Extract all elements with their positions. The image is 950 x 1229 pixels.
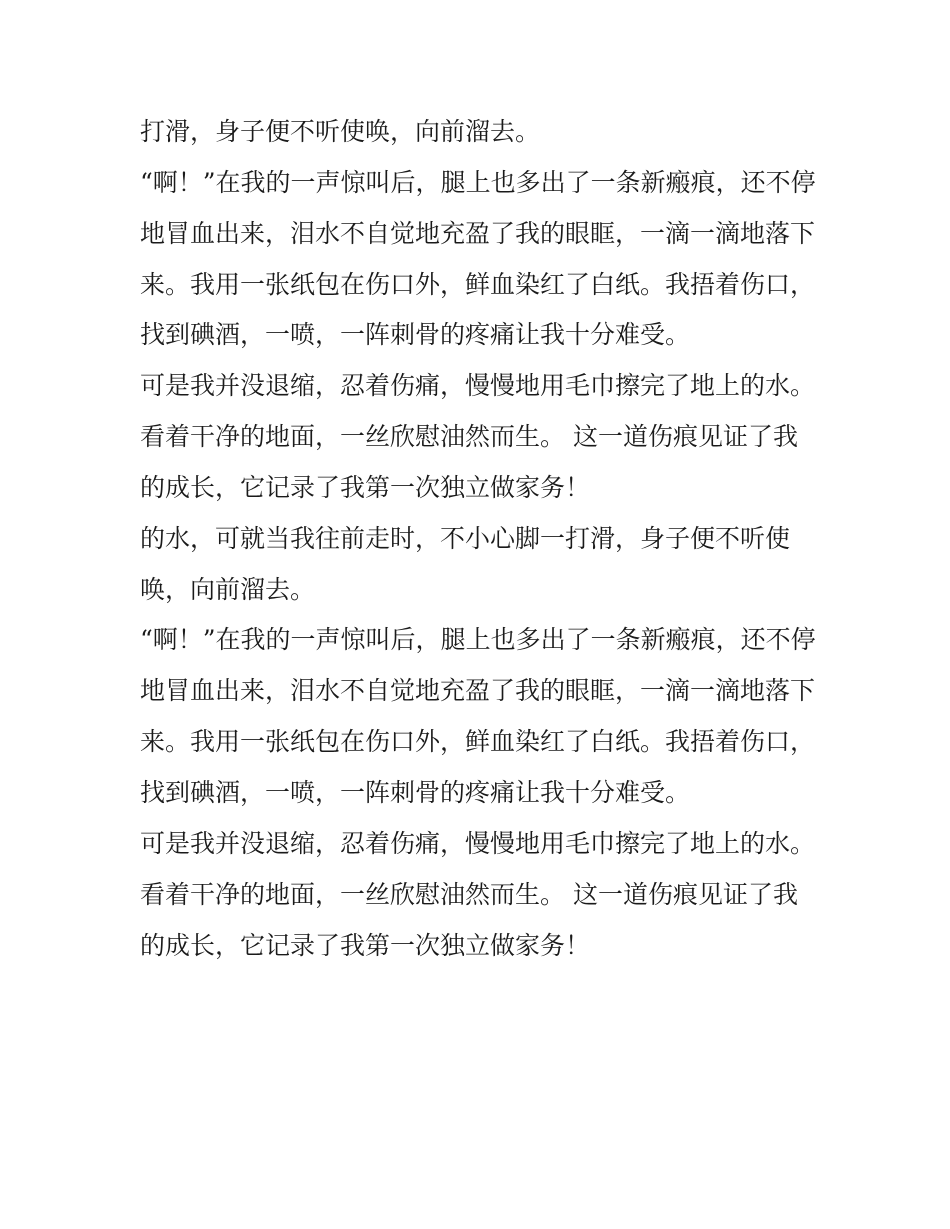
text-line: 的成长，它记录了我第一次独立做家务！ — [140, 472, 591, 502]
text-line: 找到碘酒，一喷，一阵刺骨的疼痛让我十分难受。 — [140, 320, 691, 350]
text-line: 的成长，它记录了我第一次独立做家务！ — [140, 930, 591, 960]
body-text — [140, 107, 820, 971]
text-line: 的水，可就当我往前走时，不小心脚一打滑，身子便不听使 — [140, 523, 791, 553]
text-line: 打滑，身子便不听使唤，向前溜去。 — [140, 117, 541, 146]
text-line: 看着干净的地面，一丝欣慰油然而生。 这一道伤痕见证了我 — [140, 422, 798, 452]
text-line: 地冒血出来，泪水不自觉地充盈了我的眼眶，一滴一滴地落下 — [140, 676, 816, 706]
text-line: 来。我用一张纸包在伤口外，鲜血染红了白纸。我捂着伤口， — [140, 269, 816, 299]
text-line: 可是我并没退缩，忍着伤痛，慢慢地用毛巾擦完了地上的水。 — [140, 828, 816, 858]
text-line: 可是我并没退缩，忍着伤痛，慢慢地用毛巾擦完了地上的水。 — [140, 371, 816, 401]
text-line: 找到碘酒，一喷，一阵刺骨的疼痛让我十分难受。 — [140, 777, 691, 807]
text-line: 来。我用一张纸包在伤口外，鲜血染红了白纸。我捂着伤口， — [140, 727, 816, 757]
text-line: “啊！”在我的一声惊叫后，腿上也多出了一条新瘢痕，还不停 — [140, 167, 816, 197]
text-line: 地冒血出来，泪水不自觉地充盈了我的眼眶，一滴一滴地落下 — [140, 218, 816, 248]
text-line: 看着干净的地面，一丝欣慰油然而生。 这一道伤痕见证了我 — [140, 879, 798, 909]
text-line: “啊！”在我的一声惊叫后，腿上也多出了一条新瘢痕，还不停 — [140, 625, 816, 655]
text-line: 唤，向前溜去。 — [140, 574, 316, 604]
